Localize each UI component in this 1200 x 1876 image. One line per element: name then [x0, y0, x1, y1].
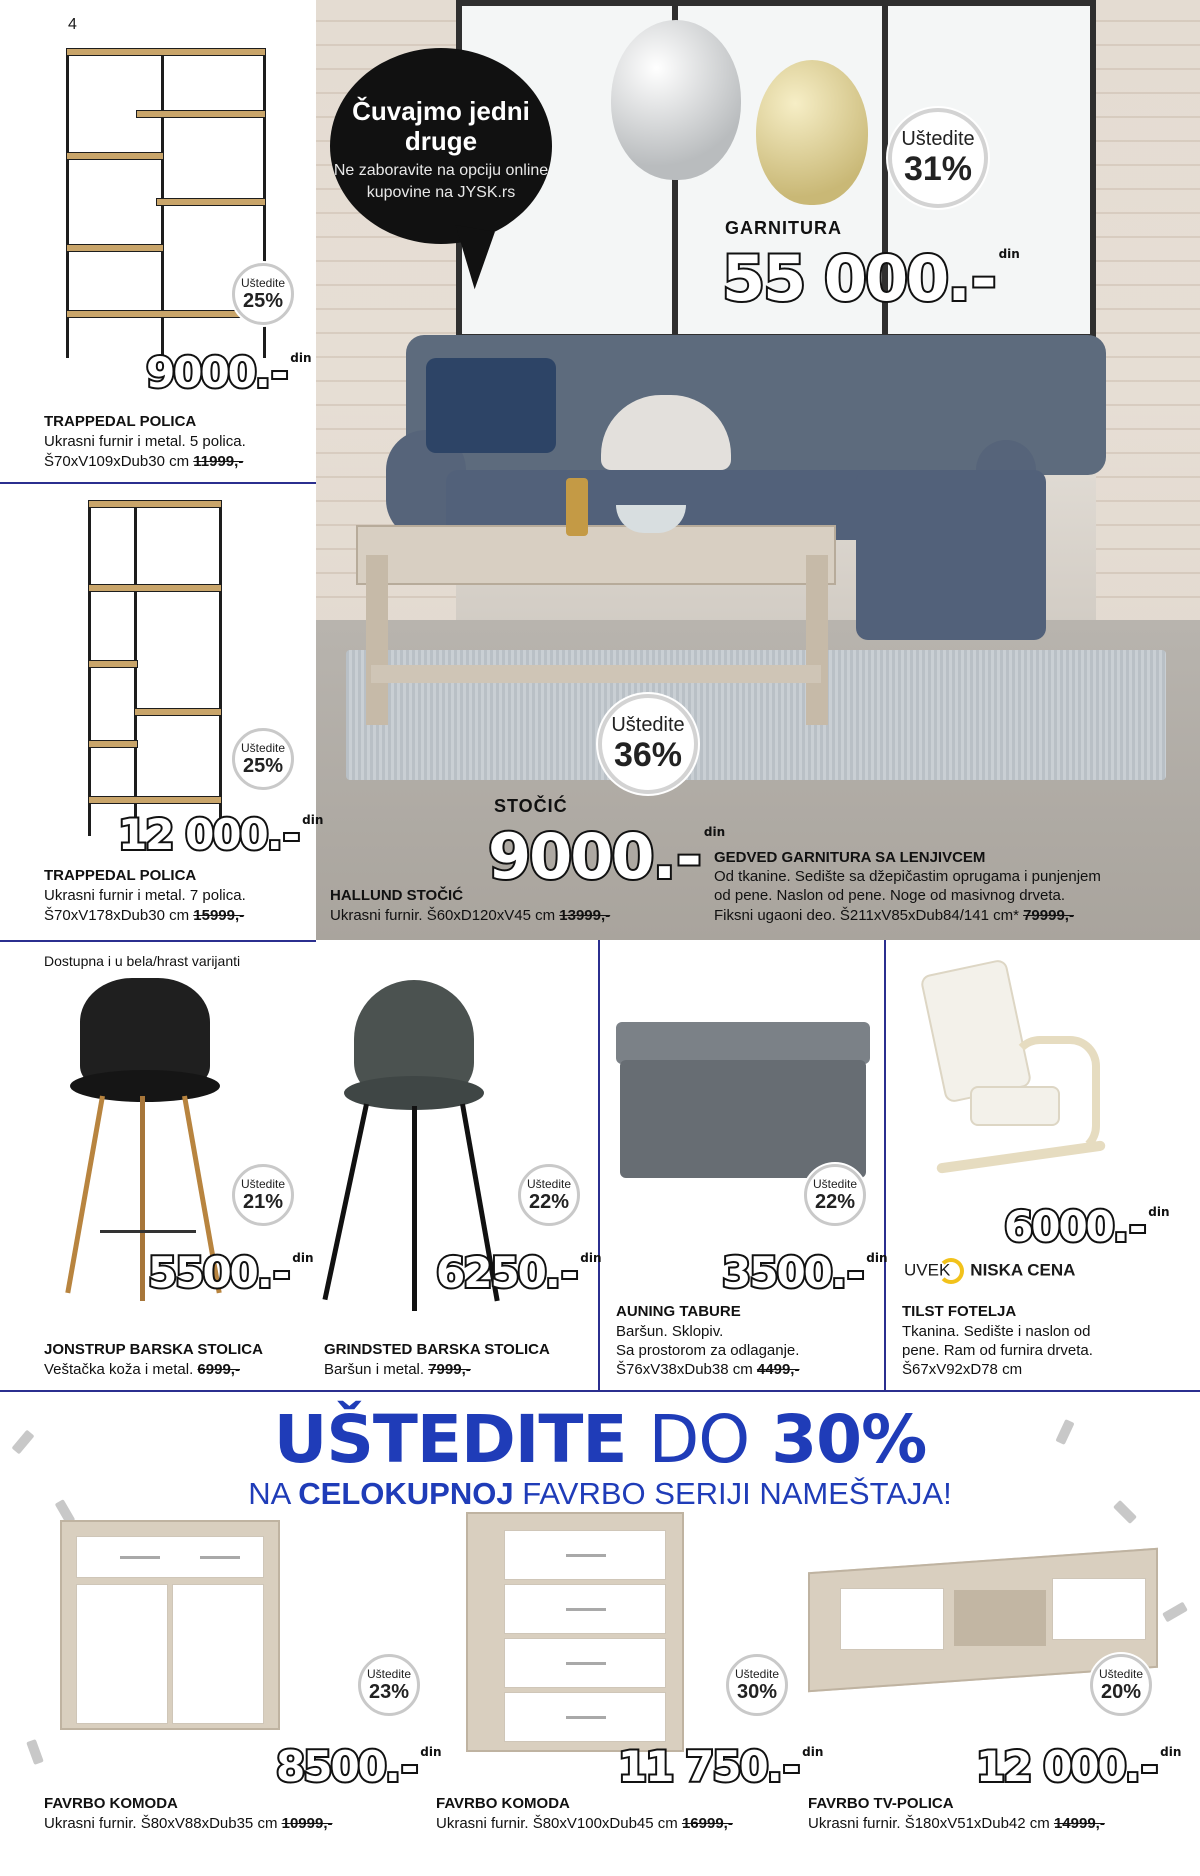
divider — [0, 482, 316, 484]
gedved-desc3 — [714, 906, 1074, 925]
auning-image — [616, 1022, 870, 1182]
promo-headline — [0, 1401, 1200, 1478]
save-value: 21% — [242, 1191, 284, 1213]
favrbo1-name: FAVRBO KOMODA — [44, 1795, 178, 1812]
trappedal5-price: 9000.- $^{din}$ — [146, 348, 312, 397]
trappedal7-price: 12 000.- $^{din}$ — [118, 810, 324, 859]
price-currency: din — [290, 351, 312, 365]
old-price: 4499,- — [756, 1361, 800, 1378]
stocic-name: HALLUND STOČIĆ — [330, 887, 464, 904]
stocic-label: STOČIĆ — [494, 796, 568, 816]
price-currency: din — [866, 1251, 888, 1265]
desc-text: Š70xV109xDub30 cm — [44, 453, 190, 470]
headline-part-1: UŠTEDITE — [273, 1401, 627, 1478]
confetti — [1162, 1602, 1188, 1623]
garnitura-price: 55 000.- $^{din}$ — [722, 242, 1020, 315]
price-currency: din — [1160, 1745, 1182, 1759]
stocic-price: 9000.- $^{din}$ — [488, 820, 726, 893]
gedved-desc2: od pene. Naslon od pene. Noge od masivnog drveta. — [714, 887, 1066, 904]
old-price: 6999,- — [197, 1361, 240, 1378]
desc-text: Ukrasni furnir. Š180xV51xDub42 cm — [808, 1815, 1050, 1832]
desc-text: Š76xV38xDub38 cm — [616, 1361, 753, 1378]
desc-text: Veštačka koža i metal. — [44, 1361, 194, 1378]
favrbo3-price: 12 000.- $^{din}$ — [976, 1742, 1182, 1791]
price-value: 8500 — [276, 1742, 385, 1791]
gedved-desc1: Od tkanine. Sedište sa džepičastim oprugama i punjenjem — [714, 868, 1101, 885]
save-label: Uštedite — [240, 741, 286, 755]
tilst-desc1: Tkanina. Sedište i naslon od — [902, 1323, 1091, 1340]
divider — [598, 940, 600, 1390]
price-value: 9000 — [488, 820, 653, 893]
save-badge-favrbo2 — [726, 1654, 788, 1716]
subheadline-part-1: NA — [248, 1476, 290, 1511]
page-number: 4 — [68, 16, 77, 33]
favrbo2-price: 11 750.- $^{din}$ — [618, 1742, 824, 1791]
save-label: Uštedite — [611, 714, 685, 736]
save-badge-grindsted — [518, 1164, 580, 1226]
auning-name: AUNING TABURE — [616, 1303, 741, 1320]
price-currency: din — [802, 1745, 824, 1759]
old-price: 16999,- — [681, 1815, 733, 1832]
price-currency: din — [292, 1251, 314, 1265]
price-currency: din — [580, 1251, 602, 1265]
save-badge-trappedal7 — [232, 728, 294, 790]
confetti — [26, 1739, 44, 1765]
save-label: Uštedite — [812, 1177, 858, 1191]
desc-text: Š70xV178xDub30 cm — [44, 907, 190, 924]
speech-title: Čuvajmo jedni druge — [352, 96, 530, 156]
auning-price: 3500.- $^{din}$ — [722, 1248, 888, 1297]
price-value: 5500 — [148, 1248, 257, 1297]
trappedal7-desc1: Ukrasni furnir i metal. 7 polica. — [44, 887, 246, 904]
old-price: 15999,- — [193, 907, 245, 924]
favrbo2-desc — [436, 1814, 733, 1833]
headline-part-3: 30% — [771, 1401, 927, 1478]
jonstrup-note: Dostupna i u bela/hrast varijanti — [44, 953, 241, 969]
price-value: 12 000 — [118, 810, 267, 859]
jonstrup-desc — [44, 1360, 240, 1379]
price-value: 55 000 — [722, 242, 948, 315]
favrbo1-image — [60, 1520, 280, 1730]
save-label: Uštedite — [240, 1177, 286, 1191]
save-value: 22% — [528, 1191, 570, 1213]
favrbo2-image — [466, 1512, 684, 1752]
old-price: 11999,- — [193, 453, 244, 470]
auning-desc1: Baršun. Sklopiv. — [616, 1323, 724, 1340]
gedved-name: GEDVED GARNITURA SA LENJIVCEM — [714, 849, 986, 866]
ring-icon — [938, 1258, 964, 1284]
save-value: 31% — [903, 150, 973, 188]
tilst-image — [920, 966, 1130, 1200]
price-currency: din — [703, 825, 726, 839]
price-currency: din — [302, 813, 324, 827]
garnitura-label: GARNITURA — [725, 218, 842, 238]
favrbo1-price: 8500.- $^{din}$ — [276, 1742, 442, 1791]
price-value: 3500 — [722, 1248, 831, 1297]
uvek-niska-cena-badge — [904, 1258, 1075, 1284]
desc-text: Ukrasni furnir. Š80xV88xDub35 cm — [44, 1815, 278, 1832]
stocic-desc — [330, 906, 610, 925]
save-value: 22% — [814, 1191, 856, 1213]
save-label: Uštedite — [240, 276, 286, 290]
trappedal7-name: TRAPPEDAL POLICA — [44, 867, 197, 884]
save-value: 36% — [613, 736, 683, 774]
old-price: 79999,- — [1023, 907, 1074, 924]
desc-text: Ukrasni furnir. Š60xD120xV45 cm — [330, 907, 556, 924]
save-label: Uštedite — [366, 1667, 412, 1681]
divider — [0, 940, 316, 942]
price-value: 11 750 — [618, 1742, 767, 1791]
trappedal5-desc2 — [44, 452, 243, 471]
price-value: 12 000 — [976, 1742, 1125, 1791]
subheadline-part-2: CELOKUPNOJ — [298, 1476, 514, 1511]
save-badge-stocic — [598, 694, 698, 794]
tilst-desc2: pene. Ram od furnira drveta. — [902, 1342, 1093, 1359]
grindsted-price: 6250.- $^{din}$ — [436, 1248, 602, 1297]
price-currency: din — [998, 247, 1020, 261]
save-badge-garnitura — [888, 108, 988, 208]
price-value: 6000 — [1004, 1202, 1113, 1251]
desc-text: Baršun i metal. — [324, 1361, 425, 1378]
price-value: 6250 — [436, 1248, 545, 1297]
trappedal5-desc1: Ukrasni furnir i metal. 5 polica. — [44, 433, 246, 450]
trappedal7-image — [88, 500, 222, 836]
favrbo3-name: FAVRBO TV-POLICA — [808, 1795, 954, 1812]
price-currency: din — [1148, 1205, 1170, 1219]
grindsted-name: GRINDSTED BARSKA STOLICA — [324, 1341, 550, 1358]
save-value: 23% — [368, 1681, 410, 1703]
divider — [884, 940, 886, 1390]
save-badge-jonstrup — [232, 1164, 294, 1226]
old-price: 13999,- — [559, 907, 611, 924]
auning-desc2: Sa prostorom za odlaganje. — [616, 1342, 800, 1359]
tag-uvek: UVEK — [904, 1260, 951, 1280]
favrbo1-desc — [44, 1814, 332, 1833]
headline-part-2: DO — [648, 1401, 750, 1478]
save-label: Uštedite — [1098, 1667, 1144, 1681]
tilst-name: TILST FOTELJA — [902, 1303, 1017, 1320]
favrbo3-desc — [808, 1814, 1105, 1833]
promo-subheadline — [0, 1476, 1200, 1512]
save-badge-favrbo3 — [1090, 1654, 1152, 1716]
save-label: Uštedite — [526, 1177, 572, 1191]
price-currency: din — [420, 1745, 442, 1759]
speech-text: Ne zaboravite na opciju online kupovine na JYSK.rs — [333, 162, 549, 201]
save-badge-trappedal5 — [232, 263, 294, 325]
save-badge-auning — [804, 1164, 866, 1226]
old-price: 14999,- — [1053, 1815, 1105, 1832]
favrbo2-name: FAVRBO KOMODA — [436, 1795, 570, 1812]
save-value: 20% — [1100, 1681, 1142, 1703]
speech-bubble — [330, 48, 552, 244]
save-value: 25% — [242, 755, 284, 777]
desc-text: Ukrasni furnir. Š80xV100xDub45 cm — [436, 1815, 678, 1832]
trappedal5-name: TRAPPEDAL POLICA — [44, 413, 197, 430]
divider — [0, 1390, 1200, 1392]
save-value: 25% — [242, 290, 284, 312]
save-label: Uštedite — [734, 1667, 780, 1681]
old-price: 7999,- — [428, 1361, 471, 1378]
grindsted-desc — [324, 1360, 471, 1379]
tilst-desc3: Š67xV92xD78 cm — [902, 1361, 1023, 1378]
jonstrup-name: JONSTRUP BARSKA STOLICA — [44, 1341, 263, 1358]
jonstrup-price: 5500.- $^{din}$ — [148, 1248, 314, 1297]
subheadline-part-3: FAVRBO SERIJI NAMEŠTAJA! — [522, 1476, 952, 1511]
save-label: Uštedite — [901, 128, 975, 150]
trappedal7-desc2 — [44, 906, 244, 925]
save-badge-favrbo1 — [358, 1654, 420, 1716]
price-value: 9000 — [146, 348, 255, 397]
auning-desc3 — [616, 1360, 799, 1379]
tag-niska-cena: NISKA CENA — [970, 1260, 1076, 1280]
save-value: 30% — [736, 1681, 778, 1703]
desc-text: Fiksni ugaoni deo. Š211xV85xDub84/141 cm* — [714, 907, 1019, 924]
tilst-price: 6000.- $^{din}$ — [1004, 1202, 1170, 1251]
old-price: 10999,- — [281, 1815, 333, 1832]
